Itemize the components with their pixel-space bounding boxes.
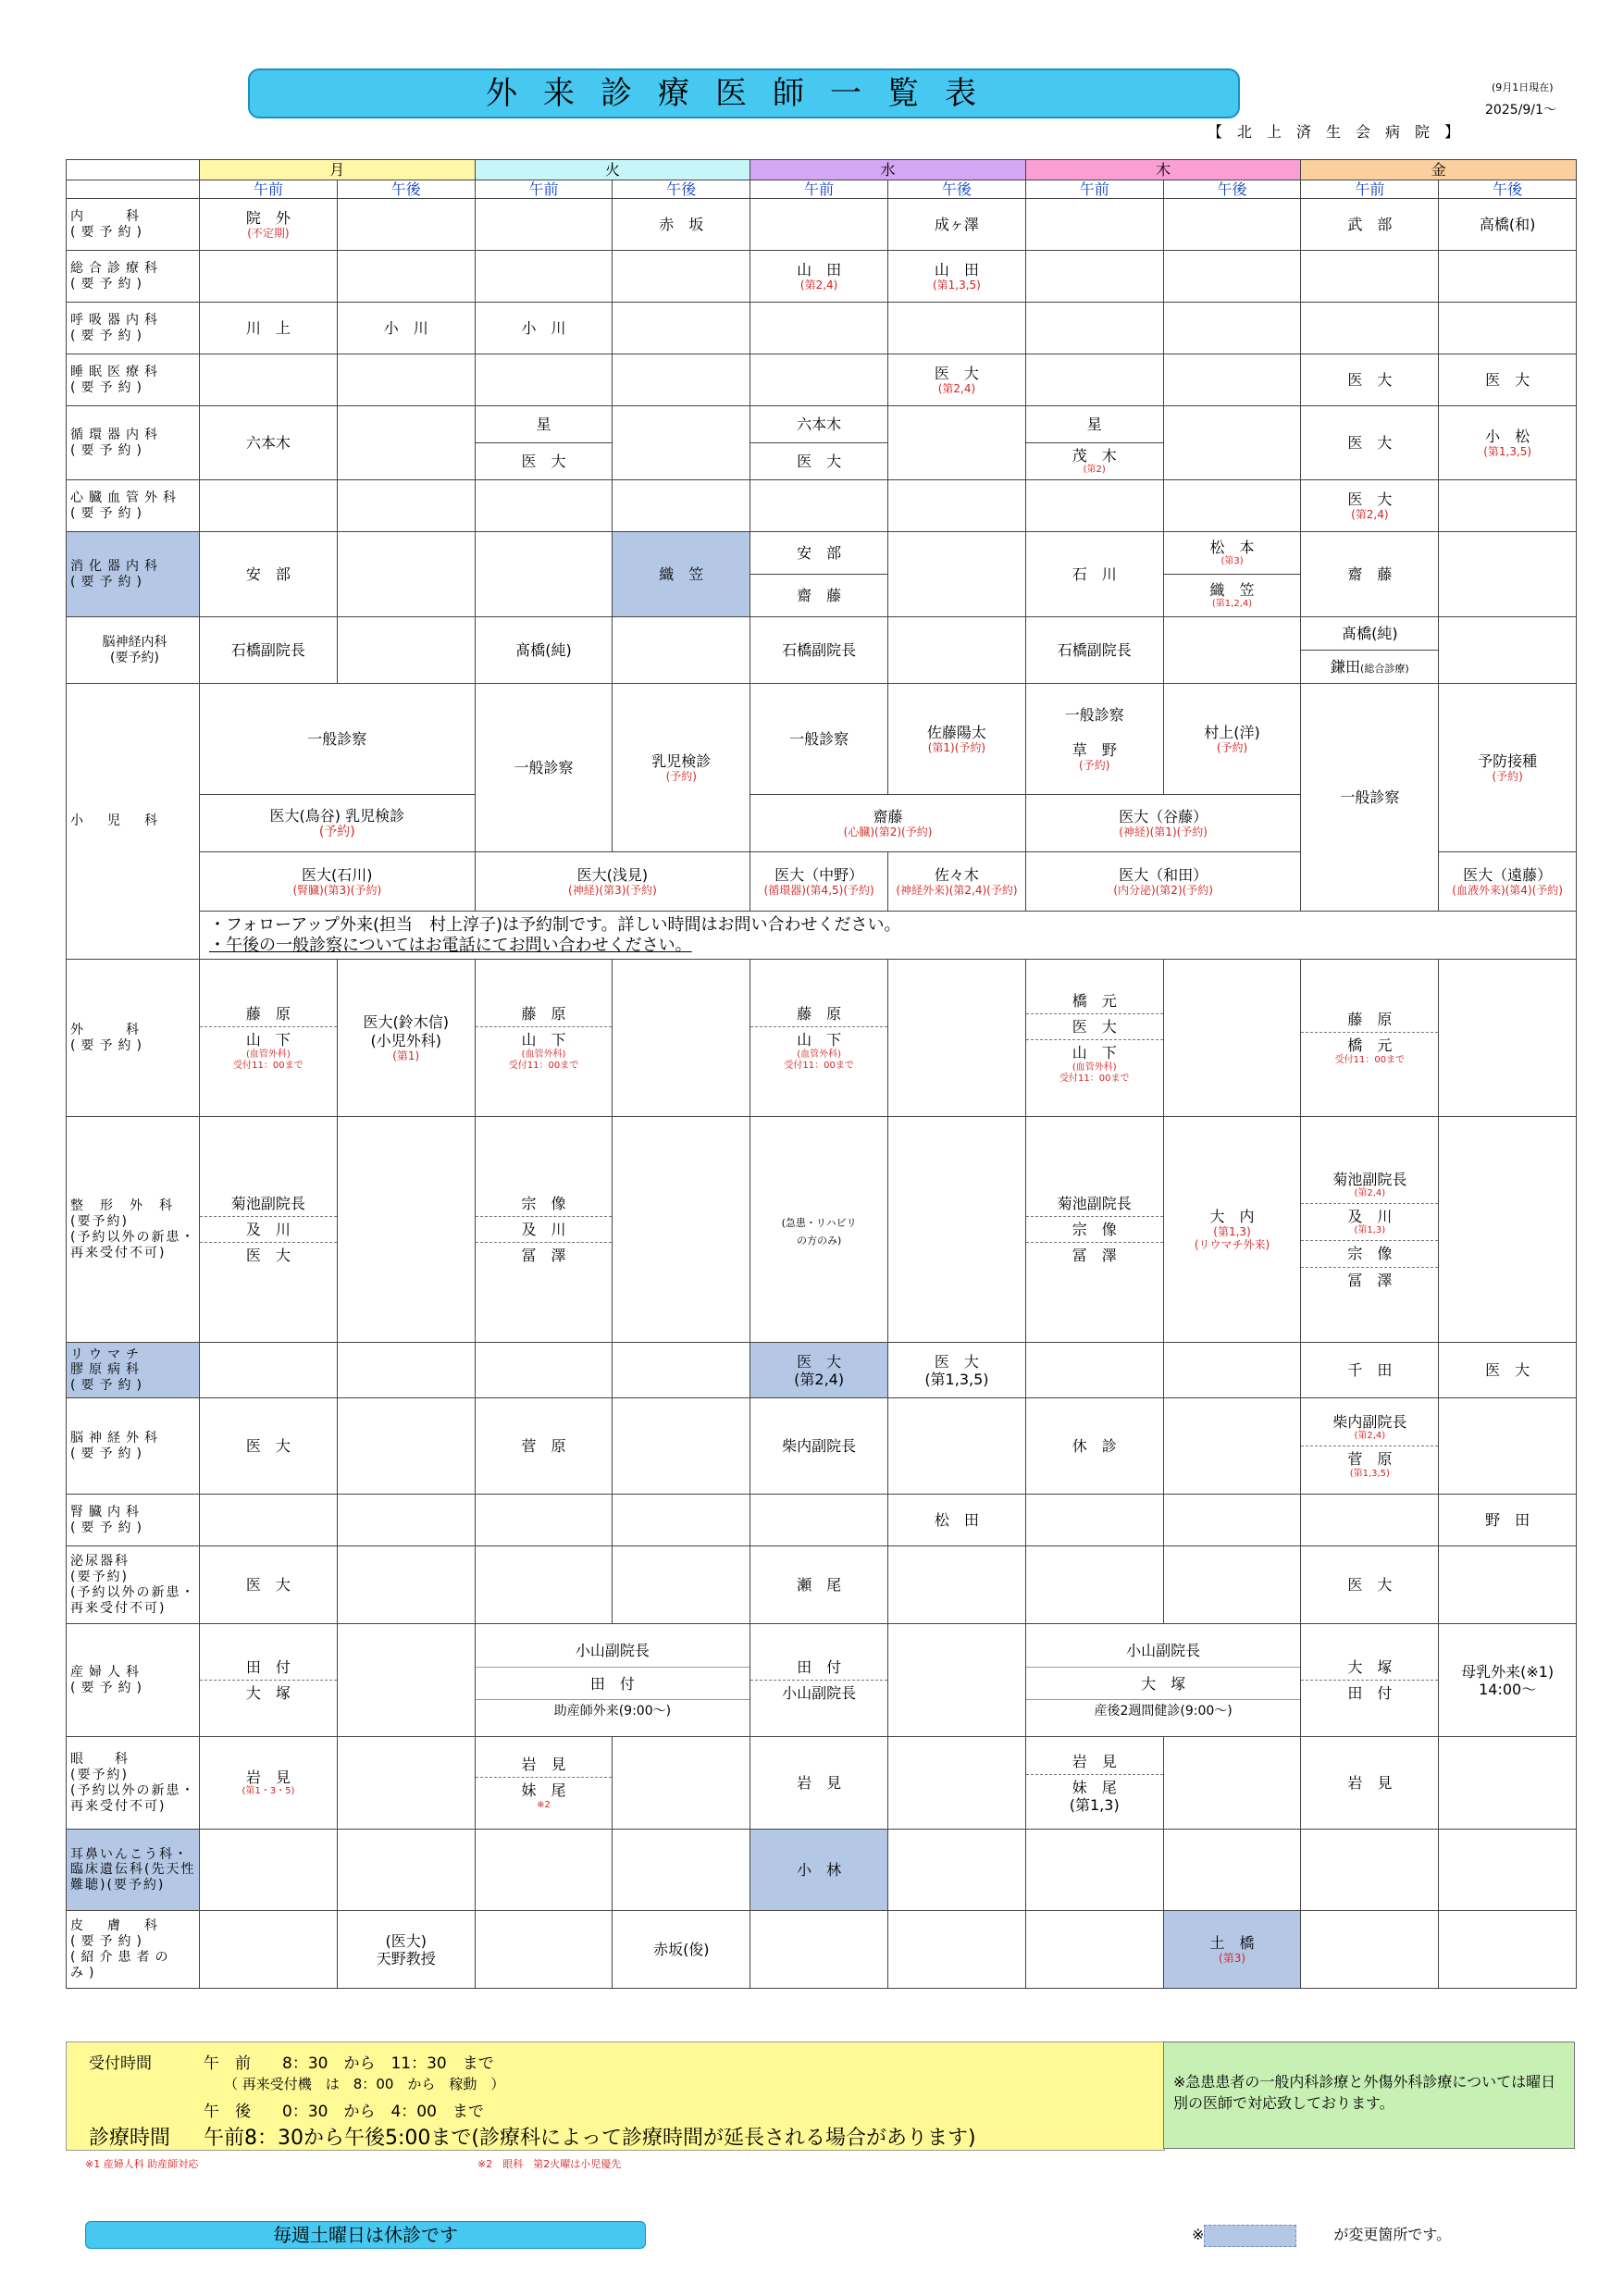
saturday-closed-banner: 毎週土曜日は休診です xyxy=(85,2221,646,2249)
date-note: (9月1日現在) xyxy=(1492,81,1554,93)
reception-am: 午 前 8：30 から 11：30 まで xyxy=(204,2054,494,2073)
row-shokaki: 消化器内科 (要予約) 安 部 織 笠 安 部 石 川 松 本 (第3) 齋 藤 xyxy=(67,532,1577,575)
day-wed: 水 xyxy=(750,160,1026,180)
legend: ※ が変更箇所です。 xyxy=(1192,2223,1451,2247)
row-naika: 内 科 (要予約) 院 外 (不定期) 赤 坂 成ヶ澤 武 部 高橋(和) xyxy=(67,199,1577,251)
row-noshinkei: 脳神経内科 (要予約) 石橋副院長 髙橋(純) 石橋副院長 石橋副院長 髙橋(純) xyxy=(67,617,1577,651)
reception-machine: （ 再来受付機 は 8：00 から 稼動 ） xyxy=(224,2076,505,2092)
hours-text: 午前8：30から午後5:00まで(診療科によって診療時間が延長される場合があります) xyxy=(204,2127,976,2150)
am-label: 午前 xyxy=(1025,180,1163,199)
page-title: 外来診療医師一覧表 xyxy=(248,68,1240,118)
day-fri: 金 xyxy=(1301,160,1577,180)
am-label: 午前 xyxy=(1301,180,1439,199)
emergency-note: ※急患患者の一般内科診療と外傷外科診療については曜日別の医師で対応致しております。 xyxy=(1163,2042,1575,2149)
am-label: 午前 xyxy=(750,180,888,199)
row-hifuka: 皮 膚 科 (要予約) (紹介患者のみ) (医大) 天野教授 赤坂(俊) 土 橋 (第3) xyxy=(67,1911,1577,1989)
am-label: 午前 xyxy=(200,180,338,199)
footnote-1: ※1 産婦人科 助産師対応 xyxy=(85,2158,199,2170)
effective-date: 2025/9/1〜 xyxy=(1485,103,1556,118)
row-jibika: 耳鼻いんこう科・臨床遺伝科(先天性難聴)(要予約) 小 林 xyxy=(67,1830,1577,1911)
pm-label: 午後 xyxy=(1163,180,1301,199)
row-sougou: 総合診療科 (要予約) 山 田 (第2,4) 山 田 (第1,3,5) xyxy=(67,251,1577,303)
note-afternoon: ・午後の一般診察についてはお電話にてお問い合わせください。 xyxy=(209,935,692,955)
row-shinzo: 心臓血管外科 (要予約) 医 大 (第2,4) xyxy=(67,480,1577,532)
row-noshinkeigeka: 脳神経外科 (要予約) 医 大 菅 原 柴内副院長 休 診 柴内副院長 (第2,4) 菅 原 (第1,3,5) xyxy=(67,1398,1577,1495)
reception-label: 受付時間 xyxy=(89,2054,152,2073)
am-label: 午前 xyxy=(475,180,613,199)
day-thu: 木 xyxy=(1025,160,1301,180)
schedule-table: 月 火 水 木 金 午前 午後 午前 午後 午前 午後 午前 午後 午前 午後 内 科 (要予約) 院 外 (不定期) 赤 坂 成ヶ澤 武 部 高橋(和) 総合診療科 (要予約) 山 田 (第2,4) 山 田 (第1,3,5) 呼吸器内科 (要予約) 川 上 小 川 小 川 睡眠医療科 (要予約) 医 大 (第2,4) 医 大 医 大 循環器内科 (要予約) 六本木 星 六本木 星 医 大 小 松 (第1,3,5) 医 大 医 大 茂 木 (第2) 心臓血管外科 (要予約) 医 大 (第2,4) 消化器内科 (要予約) 安 部 織 笠 安 部 石 川 松 本 (第3) 齋 藤 齋 藤 織 笠 (第1,2,4) 脳神経内科 (要予約) 石橋副院長 髙橋(純) 石橋副院長 石橋副院長 髙橋(純) 鎌田(総合診療) 小 児 科 一般診察 一般診察 乳児検診 (予約) 一般診察 佐藤陽太 (第1)(予約) 一般診察 草 野 (予約) 村上(洋) (予約) 一般診察 予防接種 (予約) 医大(鳥谷) 乳児検診 (予約) 齋藤 (心臓)(第2)(予約) 医大（谷藤） (神経)(第1)(予約) 医大(石川) (腎臓)(第3)(予約) 医大(浅見) (神経)(第3)(予約) 医大（中野） (循環器)(第4,5)(予約) 佐々木 (神経外来)(第2,4)(予約) 医大（和田） (内分泌)(第2)(予約) 医大（遠藤） (血液外来)(第4)(予約) ・フォローアップ外来(担当 村上淳子)は予約制です。詳しい時間はお問い合わせください。 ・午後の一般診察についてはお電話にてお問い合わせください。 外 科 (要予約) 藤 原 山 下 (血管外科) 受付11：00まで 医大(鈴木信) (小児外科) (第1) 藤 原 山 下 (血管外科) 受付11：00まで 藤 原 山 下 (血管外科) 受付11：00まで 橋 元 医 大 山 下 (血管外科) 受付11：00まで 藤 原 橋 元 受付11：00まで 整 形 外 科 (要予約) (予約以外の新患・再来受付不可) 菊池副院長 及 川 医 大 宗 像 及 川 冨 澤 (急患・リハビリ の方のみ) 菊池副院長 宗 像 冨 澤 大 内 (第1,3) (リウマチ外来) 菊池副院長 (第2,4) 及 川 (第1,3) 宗 像 冨 澤 リウマチ 膠原病科 (要予約) 医 大 (第2,4) 医 大 (第1,3,5) 千 田 医 大 脳神経外科 (要予約) 医 大 菅 原 柴内副院長 休 診 柴内副院長 (第2,4) 菅 原 (第1,3,5) 腎臓内科 (要予約) 松 田 野 田 泌尿器科 (要予約) (予約以外の新患・再来受付不可) 医 大 瀬 尾 医 大 産婦人科 (要予約) 田 付 大 塚 小山副院長 田 付 助産師外来(9:00〜) 田 付 小山副院長 小山副院長 大 塚 産後2週間健診(9:00〜) 大 塚 田 付 母乳外来(※1) 14:00〜 眼 科 (要予約) (予約以外の新患・再来受付不可) 岩 見 (第1・3・5) 岩 見 妹 尾 ※2 岩 見 岩 見 妹 尾 (第1,3) 岩 見 耳鼻いんこう科・臨床遺伝科(先天性難聴)(要予約) 小 林 皮 膚 科 (要予約) (紹介患者のみ) (医大) 天野教授 赤坂(俊) 土 橋 (第3) xyxy=(66,159,1577,1989)
row-geka: 外 科 (要予約) 藤 原 山 下 (血管外科) 受付11：00まで 医大(鈴木信) (小児外科) (第1) 藤 原 山 下 (血管外科) 受付11：00まで 藤 原 山 下 (血管外科) 受付11：00まで 橋 元 医 大 山 下 (血管外科) 受付11：00まで 藤 原 橋 元 受付11：00まで xyxy=(67,960,1577,1117)
pm-label: 午後 xyxy=(1439,180,1577,199)
note-followup: ・フォローアップ外来(担当 村上淳子)は予約制です。詳しい時間はお問い合わせください。 xyxy=(209,915,901,936)
reception-pm: 午 後 0：30 から 4：00 まで xyxy=(204,2103,484,2121)
day-header-row xyxy=(67,160,1577,180)
hospital-name: 【 北 上 済 生 会 病 院 】 xyxy=(1208,123,1460,141)
row-rheumatism: リウマチ 膠原病科 (要予約) 医 大 (第2,4) 医 大 (第1,3,5) 千 田 医 大 xyxy=(67,1343,1577,1398)
row-hinyoki: 泌尿器科 (要予約) (予約以外の新患・再来受付不可) 医 大 瀬 尾 医 大 xyxy=(67,1546,1577,1624)
row-jinzo: 腎臓内科 (要予約) 松 田 野 田 xyxy=(67,1495,1577,1546)
day-tue: 火 xyxy=(475,160,750,180)
ampm-header-row xyxy=(67,180,1577,199)
row-kokyuki: 呼吸器内科 (要予約) 川 上 小 川 小 川 xyxy=(67,303,1577,354)
pm-label: 午後 xyxy=(337,180,475,199)
change-swatch xyxy=(1204,2225,1296,2247)
reception-info xyxy=(66,2042,1165,2151)
day-mon: 月 xyxy=(200,160,476,180)
row-sanfujinka: 産婦人科 (要予約) 田 付 大 塚 小山副院長 田 付 助産師外来(9:00〜) 田 付 小山副院長 小山副院長 大 塚 産後2週間健診(9:00〜) 大 塚 田 付 母乳外来(※1) 14:00〜 xyxy=(67,1624,1577,1737)
footnote-2: ※2 眼科 第2火曜は小児優先 xyxy=(477,2158,622,2170)
pm-label: 午後 xyxy=(888,180,1026,199)
row-seikei: 整 形 外 科 (要予約) (予約以外の新患・再来受付不可) 菊池副院長 及 川 医 大 宗 像 及 川 冨 澤 (急患・リハビリ の方のみ) 菊池副院長 宗 像 冨 澤 大 内 (第1,3) (リウマチ外来) 菊池副院長 (第2,4) 及 川 (第1,3) 宗 像 冨 澤 xyxy=(67,1117,1577,1343)
row-suimin: 睡眠医療科 (要予約) 医 大 (第2,4) 医 大 医 大 xyxy=(67,354,1577,406)
pm-label: 午後 xyxy=(613,180,750,199)
row-ganka: 眼 科 (要予約) (予約以外の新患・再来受付不可) 岩 見 (第1・3・5) 岩 見 妹 尾 ※2 岩 見 岩 見 妹 尾 (第1,3) 岩 見 xyxy=(67,1737,1577,1830)
hours-label: 診療時間 xyxy=(89,2127,171,2150)
row-junkanki: 循環器内科 (要予約) 六本木 星 六本木 星 医 大 小 松 (第1,3,5) xyxy=(67,406,1577,443)
row-shonika: 小 児 科 一般診察 一般診察 乳児検診 (予約) 一般診察 佐藤陽太 (第1)(予約) 一般診察 草 野 (予約) 村上(洋) (予約) 一般診察 予防接種 (予約) xyxy=(67,684,1577,795)
